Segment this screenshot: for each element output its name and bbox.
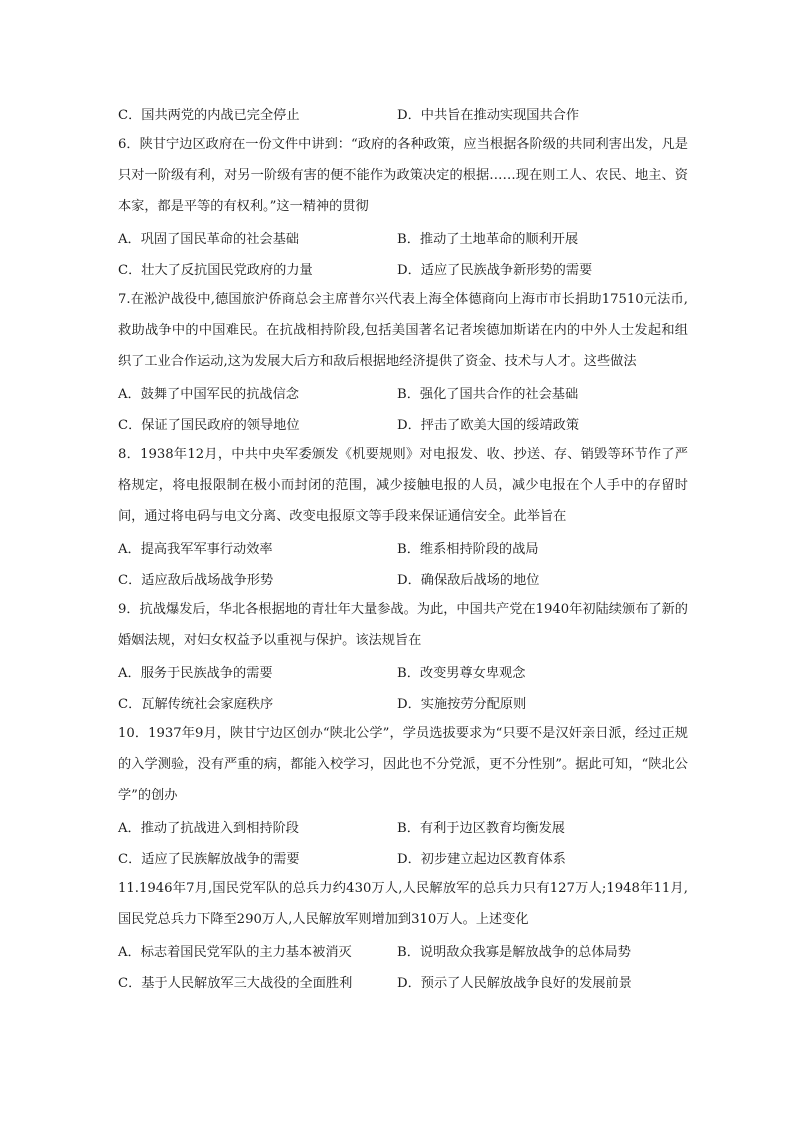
option-row bbox=[118, 656, 688, 687]
option-a: A．巩固了国民革命的社会基础 bbox=[118, 232, 299, 247]
option-a: A．推动了抗战进入到相持阶段 bbox=[118, 821, 299, 836]
question-6 bbox=[118, 129, 688, 284]
option-a: A．标志着国民党军队的主力基本被消灭 bbox=[118, 945, 352, 960]
option-b: B．说明敌众我寡是解放战争的总体局势 bbox=[397, 945, 631, 960]
option-d: D．中共旨在推动实现国共合作 bbox=[397, 108, 580, 123]
option-c: C．保证了国民政府的领导地位 bbox=[118, 418, 300, 433]
option-a: A．鼓舞了中国军民的抗战信念 bbox=[118, 387, 299, 402]
option-b: B．推动了土地革命的顺利开展 bbox=[397, 232, 579, 247]
question-stem: 11.1946年7月,国民党军队的总兵力约430万人,人民解放军的总兵力只有127万人;1948年11月,国民党总兵力下降至290万人,人民解放军则增加到310万人。上述变化 bbox=[118, 881, 688, 927]
option-b: B．有利于边区教育均衡发展 bbox=[397, 821, 565, 836]
option-row bbox=[118, 98, 688, 129]
option-d: D．抨击了欧美大国的绥靖政策 bbox=[397, 418, 580, 433]
option-row bbox=[118, 253, 688, 284]
option-c: C．基于人民解放军三大战役的全面胜利 bbox=[118, 976, 353, 991]
exam-page bbox=[118, 98, 688, 997]
question-9 bbox=[118, 594, 688, 718]
option-d: D．实施按劳分配原则 bbox=[397, 697, 527, 712]
option-c: C．壮大了反抗国民党政府的力量 bbox=[118, 263, 313, 278]
option-row bbox=[118, 222, 688, 253]
question-8 bbox=[118, 439, 688, 594]
option-b: B．强化了国共合作的社会基础 bbox=[397, 387, 579, 402]
option-c: C．适应敌后战场战争形势 bbox=[118, 573, 274, 588]
option-row bbox=[118, 532, 688, 563]
option-row bbox=[118, 687, 688, 718]
option-a: A．提高我军军事行动效率 bbox=[118, 542, 273, 557]
option-a: A．服务于民族战争的需要 bbox=[118, 666, 273, 681]
option-row bbox=[118, 935, 688, 966]
question-10 bbox=[118, 718, 688, 873]
option-row bbox=[118, 966, 688, 997]
question-7 bbox=[118, 284, 688, 439]
option-row bbox=[118, 408, 688, 439]
option-row bbox=[118, 563, 688, 594]
option-d: D．预示了人民解放战争良好的发展前景 bbox=[397, 976, 632, 991]
question-stem: 10．1937年9月，陕甘宁边区创办“陕北公学”，学员选拔要求为“只要不是汉奸亲日派，经过正规的入学测验，没有严重的病，都能入校学习，因此也不分党派，更不分性别”。据此可知，“陕北公学”的创办 bbox=[118, 726, 688, 803]
option-c: C．国共两党的内战已完全停止 bbox=[118, 108, 300, 123]
question-stem: 6．陕甘宁边区政府在一份文件中讲到：“政府的各种政策，应当根据各阶级的共同利害出发，凡是只对一阶级有利，对另一阶级有害的便不能作为政策决定的根据……现在则工人、农民、地主、资本家，都是平等的有权利。”这一精神的贯彻 bbox=[118, 137, 688, 214]
option-c: C．适应了民族解放战争的需要 bbox=[118, 852, 300, 867]
question-stem: 9．抗战爆发后，华北各根据地的青壮年大量参战。为此，中国共产党在1940年初陆续颁布了新的婚姻法规，对妇女权益予以重视与保护。该法规旨在 bbox=[118, 602, 688, 648]
option-b: B．维系相持阶段的战局 bbox=[397, 542, 539, 557]
option-d: D．确保敌后战场的地位 bbox=[397, 573, 540, 588]
option-row bbox=[118, 377, 688, 408]
option-row bbox=[118, 811, 688, 842]
option-row bbox=[118, 842, 688, 873]
option-d: D．初步建立起边区教育体系 bbox=[397, 852, 566, 867]
option-c: C．瓦解传统社会家庭秩序 bbox=[118, 697, 274, 712]
question-stem: 8．1938年12月，中共中央军委颁发《机要规则》对电报发、收、抄送、存、销毁等环节作了严格规定，将电报限制在极小而封闭的范围，减少接触电报的人员，减少电报在个人手中的存留时间，通过将电码与电文分离、改变电报原文等手段来保证通信安全。此举旨在 bbox=[118, 447, 688, 524]
question-stem: 7.在淞沪战役中,德国旅沪侨商总会主席普尔兴代表上海全体德商向上海市市长捐助17510元法币,救助战争中的中国难民。在抗战相持阶段,包括美国著名记者埃德加斯诺在内的中外人士发起和组织了工业合作运动,这为发展大后方和敌后根据地经济提供了资金、技术与人才。这些做法 bbox=[118, 292, 688, 369]
question-11 bbox=[118, 873, 688, 997]
option-b: B．改变男尊女卑观念 bbox=[397, 666, 526, 681]
option-d: D．适应了民族战争新形势的需要 bbox=[397, 263, 593, 278]
